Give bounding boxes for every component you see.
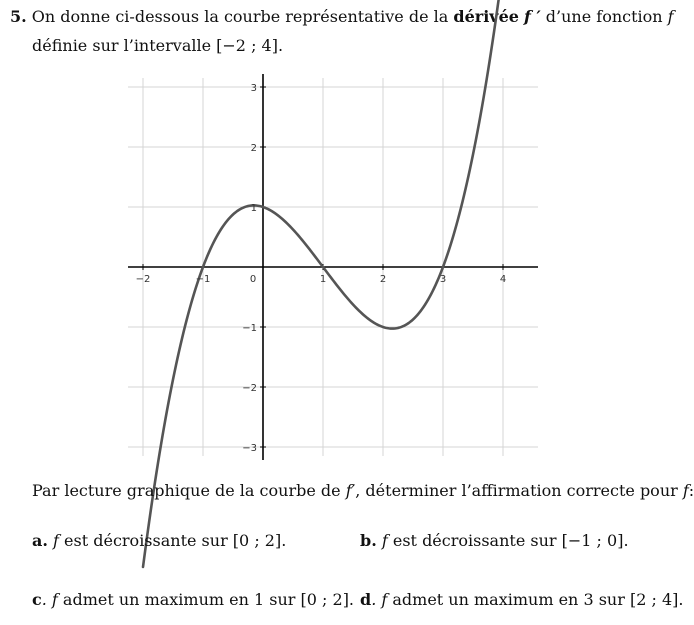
option-a[interactable] bbox=[32, 531, 286, 550]
option-b-letter: b. bbox=[360, 531, 377, 550]
intro-text-after: d’une fonction bbox=[540, 7, 668, 26]
y-tick-label: −2 bbox=[242, 383, 257, 394]
option-c-letter: c bbox=[32, 590, 42, 609]
problem-number: 5. bbox=[10, 7, 27, 26]
option-c-text: admet un maximum en 1 sur [0 ; 2]. bbox=[57, 590, 355, 609]
option-d[interactable] bbox=[360, 590, 683, 609]
x-tick-label: 0 bbox=[249, 274, 257, 285]
x-tick-label: 4 bbox=[499, 274, 507, 285]
option-a-text: est décroissante sur [0 ; 2]. bbox=[58, 531, 287, 550]
question-text bbox=[32, 481, 694, 500]
option-b-f: f bbox=[381, 531, 388, 550]
option-a-f: f bbox=[53, 531, 59, 550]
x-tick-label: −2 bbox=[135, 274, 151, 285]
intro-text: On donne ci-dessous la courbe représentative de la bbox=[31, 7, 454, 26]
derivative-word: dérivée bbox=[453, 7, 519, 26]
f-symbol: f bbox=[667, 7, 674, 26]
y-tick-label: 2 bbox=[250, 143, 257, 154]
x-tick-label: 2 bbox=[379, 274, 387, 285]
y-tick-label: 1 bbox=[250, 203, 257, 214]
x-tick-label: 1 bbox=[319, 274, 327, 285]
problem-statement-line1 bbox=[10, 7, 674, 26]
problem-statement-line2: définie sur l’intervalle [−2 ; 4]. bbox=[32, 36, 284, 55]
option-d-text: admet un maximum en 3 sur [2 ; 4]. bbox=[387, 590, 684, 609]
y-tick-label: −3 bbox=[242, 443, 257, 454]
option-b-text: est décroissante sur [−1 ; 0]. bbox=[387, 531, 629, 550]
y-tick-label: 3 bbox=[250, 83, 257, 94]
question-fprime: f′ bbox=[345, 481, 356, 500]
option-c-f: . f bbox=[41, 590, 58, 609]
x-tick-label: 3 bbox=[439, 274, 447, 285]
option-d-f: . f bbox=[371, 590, 388, 609]
option-b[interactable] bbox=[360, 531, 629, 550]
option-a-letter: a. bbox=[32, 531, 48, 550]
derivative-graph bbox=[120, 70, 550, 462]
question-end: : bbox=[688, 481, 694, 500]
question-f: f bbox=[682, 481, 689, 500]
y-tick-label: −1 bbox=[242, 323, 257, 334]
fprime-symbol: f ′ bbox=[524, 7, 541, 26]
question-before: Par lecture graphique de la courbe de bbox=[32, 481, 346, 500]
question-middle: , déterminer l’affirmation correcte pour bbox=[355, 481, 683, 500]
option-c[interactable] bbox=[32, 590, 354, 609]
option-d-letter: d bbox=[360, 590, 372, 609]
x-tick-label: −1 bbox=[195, 274, 211, 285]
